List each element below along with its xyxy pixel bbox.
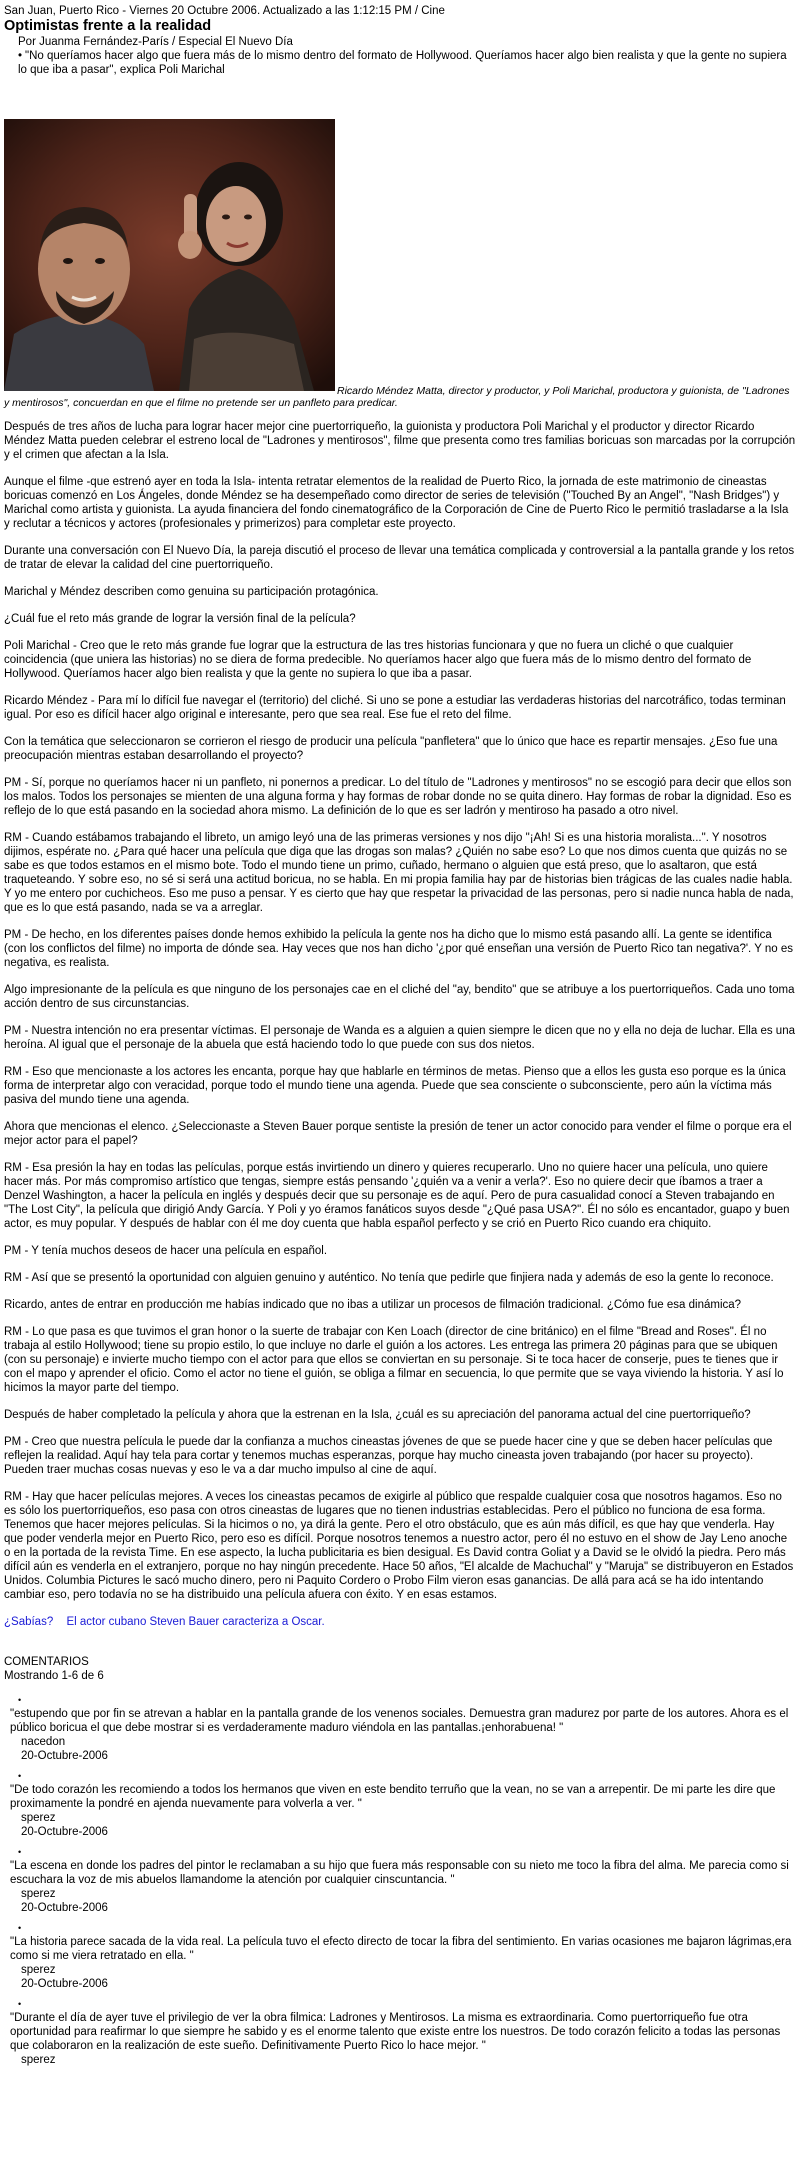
article-body [4, 420, 796, 1602]
paragraph: Algo impresionante de la película es que ninguno de los personajes cae en el cliché del "ay, bendito" que se atribuye a los puertorriqueños. Cada uno toma acción dentro de sus circunstancias. [4, 984, 795, 1010]
comment-body: "La escena en donde los padres del pintor le reclamaban a su hijo que fuera más responsable con su nieto me toco la fibra del alma. Me parecia como si escuchara la voz de mis abuelos llamandome la atención por cualquier cinscuntancia. " [10, 1860, 789, 1886]
photo-caption [4, 385, 792, 409]
comment-date: 20-Octubre-2006 [21, 1750, 108, 1762]
paragraph: RM - Así que se presentó la oportunidad con alguien genuino y auténtico. No tenía que pedirle que finjiera nada y además de eso la gente lo reconoce. [4, 1272, 774, 1284]
comments-section [4, 1655, 796, 2067]
comment-date: 20-Octubre-2006 [21, 1902, 108, 1914]
comment-author: sperez [21, 1964, 56, 1976]
paragraph: Marichal y Méndez describen como genuina su participación protagónica. [4, 586, 379, 598]
bullet-icon: • [18, 50, 23, 62]
comment-text [4, 1921, 796, 1963]
paragraph: Ricardo Méndez - Para mí lo difícil fue navegar el (territorio) del cliché. Si uno se pone a estudiar las verdaderas historias del narcotráfico, todas terminan igual. Por eso es difícil hacer algo original e interesante, pero que sea real. Ese fue el reto del filme. [4, 695, 786, 721]
paragraph: PM - Y tenía muchos deseos de hacer una película en español. [4, 1245, 328, 1257]
comment-author: sperez [21, 1812, 56, 1824]
related-article-link[interactable]: El actor cubano Steven Bauer caracteriza a Oscar. [66, 1616, 325, 1628]
comment-text [4, 1845, 796, 1887]
caption-text: Ricardo Méndez Matta, director y productor, y Poli Marichal, productora y guionista, de "Ladrones y mentirosos", concuerdan en que el filme no pretende ser un panfleto para predicar. [4, 385, 790, 409]
comment-text [4, 1693, 796, 1735]
dateline: San Juan, Puerto Rico - Viernes 20 Octubre 2006. Actualizado a las 1:12:15 PM / Cine [4, 5, 445, 17]
comment-date: 20-Octubre-2006 [21, 1826, 108, 1838]
bullet-icon: • [18, 1771, 22, 1781]
comment-author: sperez [21, 1888, 56, 1900]
byline: Por Juanma Fernández-París / Especial El Nuevo Día [18, 36, 293, 48]
photo-block [4, 119, 796, 408]
article-page [4, 0, 796, 2073]
comment-author: nacedon [21, 1736, 66, 1748]
paragraph: Aunque el filme -que estrenó ayer en toda la Isla- intenta retratar elementos de la realidad de Puerto Rico, la jornada de este matrimonio de cineastas boricuas comenzó en Los Ángeles, donde Méndez se ha desempeñado como director de series de televisión ("Touched By an Angel", "Nash Bridges") y Marichal como artista y guionista. La ayuda financiera del fondo cinematográfico de la Corporación de Cine de Puerto Rico le permitió trasladarse a la Isla y reclutar a técnicos y actores (profesionales y primerizos) para completar este proyecto. [4, 476, 789, 530]
paragraph: Después de haber completado la película y ahora que la estrenan en la Isla, ¿cuál es su apreciación del panorama actual del cine puertorriqueño? [4, 1409, 751, 1421]
paragraph: ¿Cuál fue el reto más grande de lograr la versión final de la película? [4, 613, 356, 625]
paragraph: Ricardo, antes de entrar en producción me habías indicado que no ibas a utilizar un procesos de filmación tradicional. ¿Cómo fue esa dinámica? [4, 1299, 742, 1311]
bullet-icon: • [18, 1847, 22, 1857]
comment-item [4, 1769, 796, 1839]
comment-text [4, 1997, 796, 2053]
comment-item [4, 1693, 796, 1763]
paragraph: Poli Marichal - Creo que le reto más grande fue lograr que la estructura de las tres historias funcionara y que no fuera un cliché o que cualquier coincidencia (que uniera las historias) no se diera de forma predecible. No queríamos hacer algo que fuera más de lo mismo dentro del formato de Hollywood. Queríamos hacer algo bien realista y que la gente no supiera lo que iba a pasar. [4, 640, 752, 680]
paragraph: PM - De hecho, en los diferentes países donde hemos exhibido la película la gente nos ha dicho que lo mismo está pasando allí. La gente se identifica (con los conflictos del filme) no importa de dónde sea. Hay veces que nos han dicho '¿por qué enseñan una versión de Puerto Rico tan negativa?'. Y no es negativa, es realista. [4, 929, 794, 969]
comments-count: Mostrando 1-6 de 6 [4, 1670, 104, 1682]
comment-body: "De todo corazón les recomiendo a todos los hermanos que viven en este bendito terruño que la vean, no se van a arrepentir. De mi parte les dire que proximamente la pondré en ajenda nuevamente para volverla a ver. " [10, 1784, 776, 1810]
paragraph: Durante una conversación con El Nuevo Día, la pareja discutió el proceso de llevar una temática complicada y controversial a la pantalla grande y los retos de tratar de elevar la calidad del cine puertorriqueño. [4, 545, 795, 571]
paragraph: PM - Creo que nuestra película le puede dar la confianza a muchos cineastas jóvenes de que se puede hacer cine y que se deben hacer películas que reflejen la realidad. Aquí hay tela para cortar y tenemos muchas esperanzas, porque hay mucho cineasta joven trabajando (por hacer su proyecto). Pueden traer muchas cosas nuevas y eso le va a dar mucho impulso al cine de aquí. [4, 1436, 773, 1476]
comment-body: "estupendo que por fin se atrevan a hablar en la pantalla grande de los venenos sociales. Demuestra gran madurez por parte de los autores. Ahora es el público boricua el que debe mostrar si es verdaderamente maduro viéndola en las pantallas.¡enhorabuena! " [10, 1708, 789, 1734]
bullet-icon: • [18, 1695, 22, 1705]
paragraph: PM - Nuestra intención no era presentar víctimas. El personaje de Wanda es a alguien a quien siempre le dicen que no y ella no deja de luchar. Ella es una heroína. Al igual que el personaje de la abuela que está haciendo todo lo que puede con sus dos nietos. [4, 1025, 795, 1051]
intro-text: "No queríamos hacer algo que fuera más de lo mismo dentro del formato de Hollywood. Queríamos hacer algo bien realista y que la gente no supiera lo que iba a pasar", explica Poli Marichal [18, 50, 787, 76]
paragraph: Ahora que mencionas el elenco. ¿Seleccionaste a Steven Bauer porque sentiste la presión de tener un actor conocido para vender el filme o porque era el mejor actor para el papel? [4, 1121, 792, 1147]
comment-item [4, 1921, 796, 1991]
article-photo[interactable] [4, 119, 335, 391]
paragraph: RM - Lo que pasa es que tuvimos el gran honor o la suerte de trabajar con Ken Loach (director de cine británico) en el filme "Bread and Roses". Él no trabaja al estilo Hollywood; tiene su propio estilo, lo que incluye no darle el guión a los actores. Les entrega las primera 20 páginas para que se ubiquen (con su personaje) e invierte mucho tiempo con el actor para que ellos se conviertan en su personaje. Si te toca hacer de conserje, pues te tienes que ir con el mapo y aprender el oficio. Como el actor no tiene el guión, se obliga a filmar en secuencia, lo que permite que se vaya viviendo la historia. Y así lo hicimos la mayor parte del tiempo. [4, 1326, 784, 1394]
paragraph: RM - Hay que hacer películas mejores. A veces los cineastas pecamos de exigirle al público que respalde cualquier cosa que nosotros hagamos. Eso no es sólo los puertorriqueños, eso pasa con otros cineastas de lugares que no tienen industrias establecidas. Pero el público no funciona de esa forma. Tenemos que hacer mejores películas. Si la hicimos o no, ya dirá la gente. Pero el otro obstáculo, que es aún más difícil, es que hay que venderla. Hay que poder venderla mejor en Puerto Rico, pero eso es difícil. Porque nosotros tenemos a nuestro actor, pero él no estuvo en el show de Jay Leno anoche o en la portada de la revista Time. En ese aspecto, la lucha publicitaria es bien desigual. Es David contra Goliat y a David se le olvidó la piedra. Pero más difícil aún es venderla en el extranjero, porque no hay ningún precedente. Hace 50 años, "El alcalde de Machuchal" y "Maruja" se distribuyeron en Estados Unidos. Columbia Pictures le sacó mucho dinero, pero ni Paquito Cordero o Probo Film vieron esas ganancias. De allá para acá se ha ido intentando cambiar eso, pero todavía no se ha distribuido una película afuera con éxito. Y en esas estamos. [4, 1491, 794, 1601]
intro-quote [18, 49, 796, 77]
comments-title: COMENTARIOS [4, 1656, 89, 1668]
comment-date: 20-Octubre-2006 [21, 1978, 108, 1990]
bullet-icon: • [18, 1923, 22, 1933]
paragraph: RM - Cuando estábamos trabajando el libreto, un amigo leyó una de las primeras versiones y nos dijo "¡Ah! Si es una historia moralista...". Y nosotros dijimos, espérate no. ¿Para qué hacer una película que diga que las drogas son malas? ¿Quién no sabe eso? Lo que nos dimos cuenta que quizás no se sabe es que todos estamos en el mismo bote. Todo el mundo tiene un primo, cuñado, hermano o alguien que está preso, que lo asaltaron, que está traqueteando. Y sobre eso, no sé si será una actitud boricua, no se habla. En mi propia familia hay par de historias bien trágicas de las cuales nadie habla. Y yo me entero por cuchicheos. Eso me puso a pensar. Y es cierto que hay que respetar la privacidad de las personas, pero si nadie nunca habla de nada, que es lo que está pasando, nada se va a arreglar. [4, 832, 794, 914]
bullet-icon: • [18, 1999, 22, 2009]
comment-item [4, 1845, 796, 1915]
comment-item [4, 1997, 796, 2067]
comment-body: "La historia parece sacada de la vida real. La película tuvo el efecto directo de tocar la fibra del sentimiento. En varias ocasiones me bajaron lágrimas,era como si me viera retratado en ella. " [10, 1936, 792, 1962]
comment-text [4, 1769, 796, 1811]
comment-author: sperez [21, 2054, 56, 2066]
paragraph: RM - Esa presión la hay en todas las películas, porque estás invirtiendo un dinero y quieres recuperarlo. Uno no quiere hacer una película, uno quiere hacer más. Por más compromiso artístico que tengas, siempre estás pensando '¿quién va a venir a verla?'. Eso no quiere decir que íbamos a traer a Denzel Washington, a hacer la película en inglés y después decir que su personaje es de aquí. Pero de pura casualidad conocí a Steven trabajando en "The Lost City", la película que dirigió Andy García. Y Poli y yo éramos fanáticos suyos desde "¿Qué pasa USA?". Él no sólo es encantador, guapo y buen actor, es muy popular. Y después de hablar con él me doy cuenta que habla español perfecto y se crió en Puerto Rico cuando era chiquito. [4, 1162, 790, 1230]
photo-illustration [4, 119, 335, 391]
headline: Optimistas frente a la realidad [4, 18, 212, 34]
sabias-link[interactable]: ¿Sabías? [4, 1616, 54, 1628]
paragraph: PM - Sí, porque no queríamos hacer ni un panfleto, ni ponernos a predicar. Lo del título de "Ladrones y mentirosos" no se escogió para decir que ellos son los malos. Todos los personajes se mienten de una alguna forma y hay formas de robar donde no se quita dinero. Hay formas de robar la dignidad. Eso es reflejo de lo que está pasando en la sociedad ahora mismo. La definición de lo que es ser ladrón y mentiroso ha pasado a otro nivel. [4, 777, 792, 817]
paragraph: Después de tres años de lucha para lograr hacer mejor cine puertorriqueño, la guionista y productora Poli Marichal y el productor y director Ricardo Méndez Matta pueden celebrar el estreno local de "Ladrones y mentirosos", filme que presenta como tres familias boricuas son marcadas por la corrupción y el crimen que afectan a la Isla. [4, 421, 796, 461]
paragraph: RM - Eso que mencionaste a los actores les encanta, porque hay que hablarle en términos de metas. Pienso que a ellos les gusta eso porque es la única forma de interpretar algo con veracidad, porque todo el mundo tiene una agenda. Puede que sea consciente o subconsciente, pero aún la víctima más pasiva del mundo tiene una agenda. [4, 1066, 786, 1106]
related-links [4, 1615, 796, 1629]
comment-body: "Durante el día de ayer tuve el privilegio de ver la obra filmica: Ladrones y Mentirosos. La misma es extraordinaria. Como puertorriqueño fue otra oportunidad para reafirmar lo que siempre he sabido y es el enorme talento que existe entre los nuestros. De todo corazón felicito a todas las personas que colaboraron en la realización de este sueño. Definitivamente Puerto Rico lo hace mejor. " [10, 2012, 781, 2052]
paragraph: Con la temática que seleccionaron se corrieron el riesgo de producir una película "panfletera" que lo único que hace es repartir mensajes. ¿Eso fue una preocupación mientras estaban desarrollando el proyecto? [4, 736, 778, 762]
